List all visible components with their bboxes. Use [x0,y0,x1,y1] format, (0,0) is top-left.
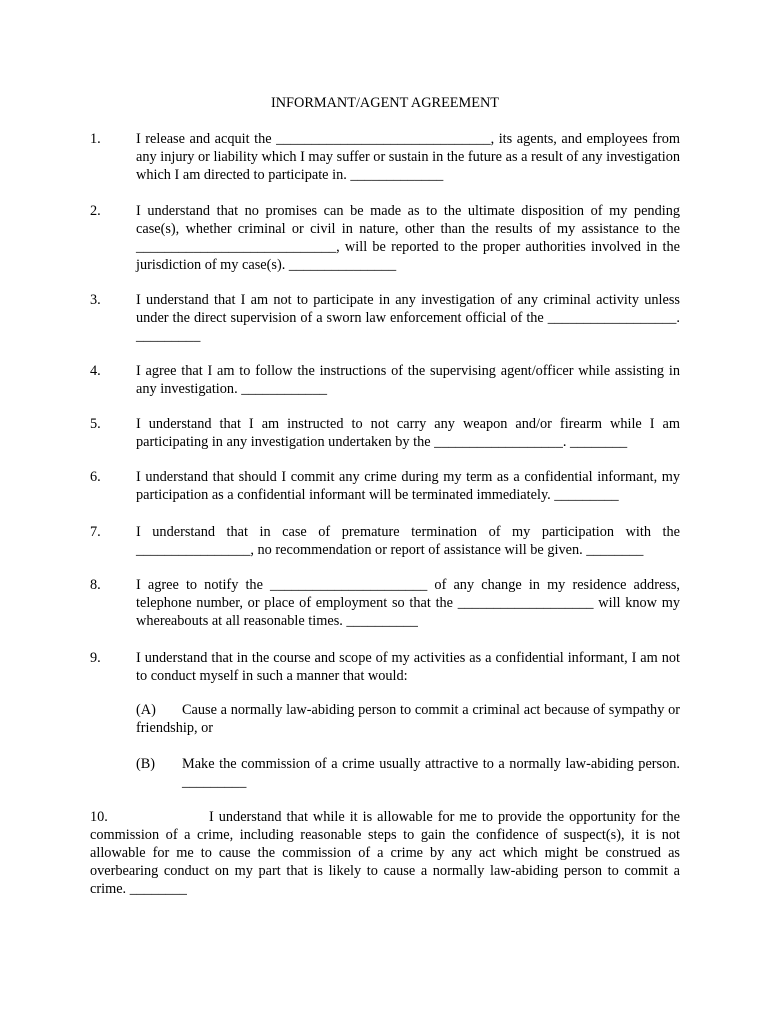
clause-2 [90,202,680,274]
clause-9 [90,649,680,685]
clause-text: I release and acquit the ______________________________, its agents, and employees from any injury or liability which I may suffer or sustain in the future as a result of any investigation which I am directed to participate in. _____________ [136,131,680,183]
clause-text: I understand that no promises can be made as to the ultimate disposition of my pending case(s), whether criminal or civil in nature, other than the results of my assistance to the ____________________________, will be reported to the proper authorities involved in the jurisdiction of my case(s). _______________ [136,203,680,273]
document-title: INFORMANT/AGENT AGREEMENT [270,95,500,111]
clause-number: 4. [90,363,101,379]
clause-number: 7. [90,524,101,540]
subclause-label: (B) [136,756,156,772]
clause-number: 5. [90,416,101,432]
clause-8 [90,576,680,630]
clause-number: 2. [90,203,101,219]
clause-text: I understand that in the course and scope of my activities as a confidential informant, I am not to conduct myself in such a manner that would: [136,650,680,684]
clause-7 [90,523,680,559]
clause-number: 9. [90,650,101,666]
clause-text: I understand that I am instructed to not carry any weapon and/or firearm while I am participating in any investigation undertaken by the __________________. ________ [136,416,680,450]
clause-10 [90,808,680,898]
subclause-text: Cause a normally law-abiding person to commit a criminal act because of sympathy or friendship, or [136,702,680,736]
subclause-label: (A) [136,702,156,718]
clause-number: 6. [90,469,101,485]
clause-text: I understand that should I commit any crime during my term as a confidential informant, my participation as a confidential informant will be terminated immediately. _________ [136,469,680,503]
subclause-b [136,755,680,791]
clause-6 [90,468,680,504]
subclause-a [136,701,680,737]
clause-5 [90,415,680,451]
clause-number: 1. [90,131,101,147]
clause-1 [90,130,680,184]
clause-number: 10. [90,809,108,825]
clause-text: I understand that I am not to participate in any investigation of any criminal activity unless under the direct supervision of a sworn law enforcement official of the __________________. _________ [136,292,680,344]
clause-number: 3. [90,292,101,308]
clause-text: I understand that while it is allowable for me to provide the opportunity for the commission of a crime, including reasonable steps to gain the confidence of suspect(s), it is not allowable for me to cause the commission of a crime by any act which might be construed as overbearing conduct on my part that is likely to cause a normally law-abiding person to commit a crime. ________ [90,809,680,897]
clause-3 [90,291,680,345]
clause-4 [90,362,680,398]
subclause-text: Make the commission of a crime usually attractive to a normally law-abiding person. _________ [182,756,680,790]
clause-text: I agree to notify the ______________________ of any change in my residence address, telephone number, or place of employment so that the ___________________ will know my whereabouts at all reasonable times. __________ [136,577,680,629]
clause-text: I agree that I am to follow the instructions of the supervising agent/officer while assisting in any investigation. ____________ [136,363,680,397]
clause-number: 8. [90,577,101,593]
clause-text: I understand that in case of premature termination of my participation with the ________________, no recommendation or report of assistance will be given. ________ [136,524,680,558]
